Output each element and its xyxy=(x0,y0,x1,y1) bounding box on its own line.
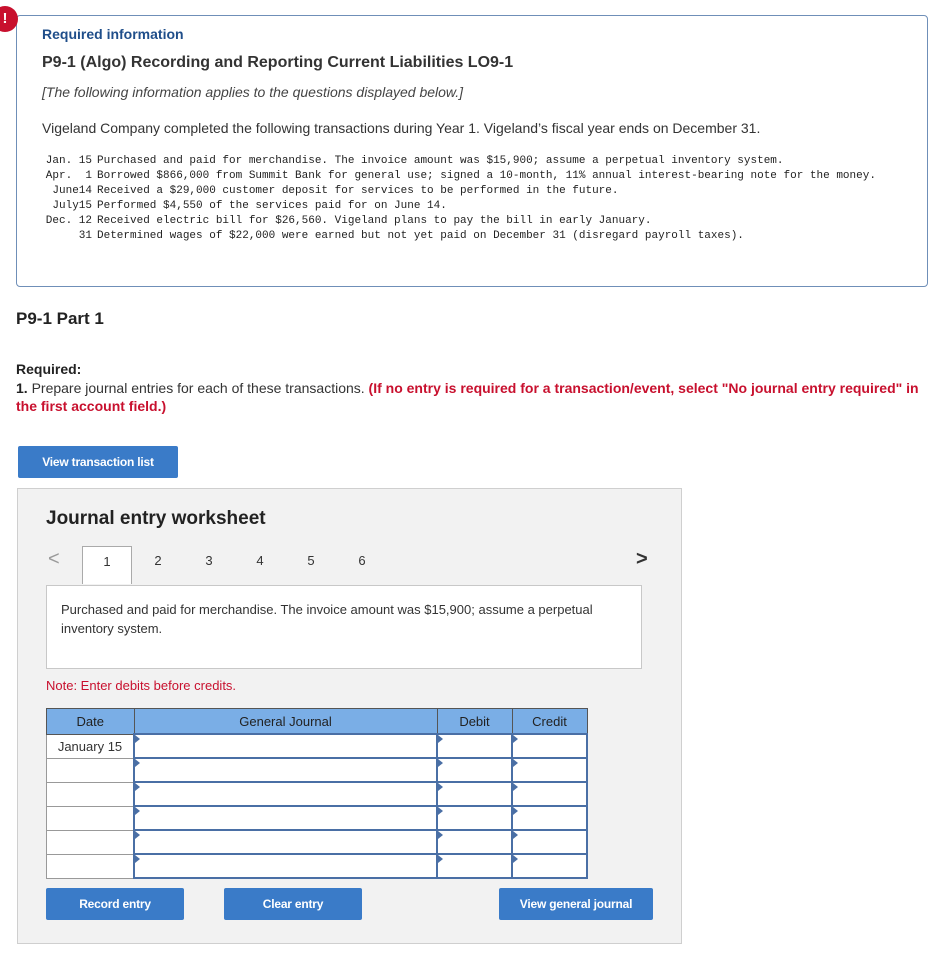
alert-icon: ! xyxy=(0,6,18,32)
required-information-heading: Required information xyxy=(42,26,184,42)
view-general-journal-button[interactable]: View general journal xyxy=(499,888,653,920)
date-cell: January 15 xyxy=(47,734,135,758)
transaction-list xyxy=(40,154,876,244)
record-entry-button[interactable]: Record entry xyxy=(46,888,184,920)
account-select[interactable] xyxy=(134,854,437,878)
debits-note: Note: Enter debits before credits. xyxy=(46,678,237,693)
problem-title: P9-1 (Algo) Recording and Reporting Current Liabilities LO9-1 xyxy=(42,54,514,71)
date-cell xyxy=(47,830,135,854)
transaction-row xyxy=(40,199,876,214)
transaction-date: June14 xyxy=(52,185,92,197)
date-cell xyxy=(47,782,135,806)
date-cell xyxy=(47,854,135,878)
required-number: 1. xyxy=(16,380,28,396)
tab-2[interactable]: 2 xyxy=(154,553,162,568)
account-select[interactable] xyxy=(134,782,437,806)
transaction-row xyxy=(40,169,876,184)
transaction-text: Performed $4,550 of the services paid for on June 14. xyxy=(97,200,447,212)
transaction-row xyxy=(40,214,876,229)
debit-input[interactable] xyxy=(437,806,512,830)
tab-1[interactable]: 1 xyxy=(82,546,132,584)
debit-input[interactable] xyxy=(437,734,512,758)
intro-text: Vigeland Company completed the following transactions during Year 1. Vigeland’s fiscal year ends on December 31. xyxy=(42,120,761,136)
column-header-general-journal: General Journal xyxy=(134,709,437,735)
required-text xyxy=(16,379,921,415)
transaction-date: July15 xyxy=(52,200,92,212)
credit-input[interactable] xyxy=(512,806,587,830)
credit-input[interactable] xyxy=(512,758,587,782)
required-red-instruction: (If no entry is required for a transaction/event, select "No journal entry required" in the first account field.) xyxy=(16,380,919,414)
account-select[interactable] xyxy=(134,830,437,854)
date-cell xyxy=(47,806,135,830)
transaction-text: Determined wages of $22,000 were earned but not yet paid on December 31 (disregard payroll taxes). xyxy=(97,230,744,242)
credit-input[interactable] xyxy=(512,854,587,878)
transaction-row xyxy=(40,184,876,199)
required-label: Required: xyxy=(16,361,82,377)
account-select[interactable] xyxy=(134,758,437,782)
part-title: P9-1 Part 1 xyxy=(16,309,104,328)
tab-6[interactable]: 6 xyxy=(358,553,366,568)
date-cell xyxy=(47,758,135,782)
account-select[interactable] xyxy=(134,734,437,758)
credit-input[interactable] xyxy=(512,734,587,758)
clear-entry-button[interactable]: Clear entry xyxy=(224,888,362,920)
table-row xyxy=(47,734,588,758)
transaction-date: Jan. 15 xyxy=(45,155,92,167)
chevron-right-icon[interactable]: > xyxy=(636,548,648,570)
column-header-debit: Debit xyxy=(437,709,512,735)
table-row xyxy=(47,854,588,878)
debit-input[interactable] xyxy=(437,782,512,806)
table-row xyxy=(47,830,588,854)
credit-input[interactable] xyxy=(512,782,587,806)
account-select[interactable] xyxy=(134,806,437,830)
chevron-left-icon[interactable]: < xyxy=(48,548,60,570)
tab-5[interactable]: 5 xyxy=(307,553,315,568)
table-row xyxy=(47,782,588,806)
transaction-text: Purchased and paid for merchandise. The invoice amount was $15,900; assume a perpetual inventory system. xyxy=(97,155,784,167)
worksheet-title: Journal entry worksheet xyxy=(46,508,266,529)
table-row xyxy=(47,758,588,782)
transaction-row xyxy=(40,154,876,169)
debit-input[interactable] xyxy=(437,854,512,878)
table-row xyxy=(47,806,588,830)
debit-input[interactable] xyxy=(437,758,512,782)
debit-input[interactable] xyxy=(437,830,512,854)
journal-table xyxy=(46,708,588,879)
transaction-text: Received electric bill for $26,560. Vigeland plans to pay the bill in early January. xyxy=(97,215,652,227)
view-transaction-list-button[interactable]: View transaction list xyxy=(18,446,178,478)
tab-4[interactable]: 4 xyxy=(256,553,264,568)
transaction-date: 31 xyxy=(78,230,92,242)
transaction-row xyxy=(40,229,876,244)
transaction-text: Borrowed $866,000 from Summit Bank for general use; signed a 10-month, 11% annual interest-bearing note for the money. xyxy=(97,170,876,182)
tab-3[interactable]: 3 xyxy=(205,553,213,568)
transaction-description: Purchased and paid for merchandise. The invoice amount was $15,900; assume a perpetual inventory system. xyxy=(46,585,642,669)
applies-note: [The following information applies to the questions displayed below.] xyxy=(42,84,464,100)
transaction-text: Received a $29,000 customer deposit for services to be performed in the future. xyxy=(97,185,619,197)
required-instruction: Prepare journal entries for each of these transactions. xyxy=(31,380,365,396)
column-header-credit: Credit xyxy=(512,709,587,735)
credit-input[interactable] xyxy=(512,830,587,854)
transaction-date: Apr. 1 xyxy=(45,170,92,182)
column-header-date: Date xyxy=(47,709,135,735)
transaction-date: Dec. 12 xyxy=(45,215,92,227)
